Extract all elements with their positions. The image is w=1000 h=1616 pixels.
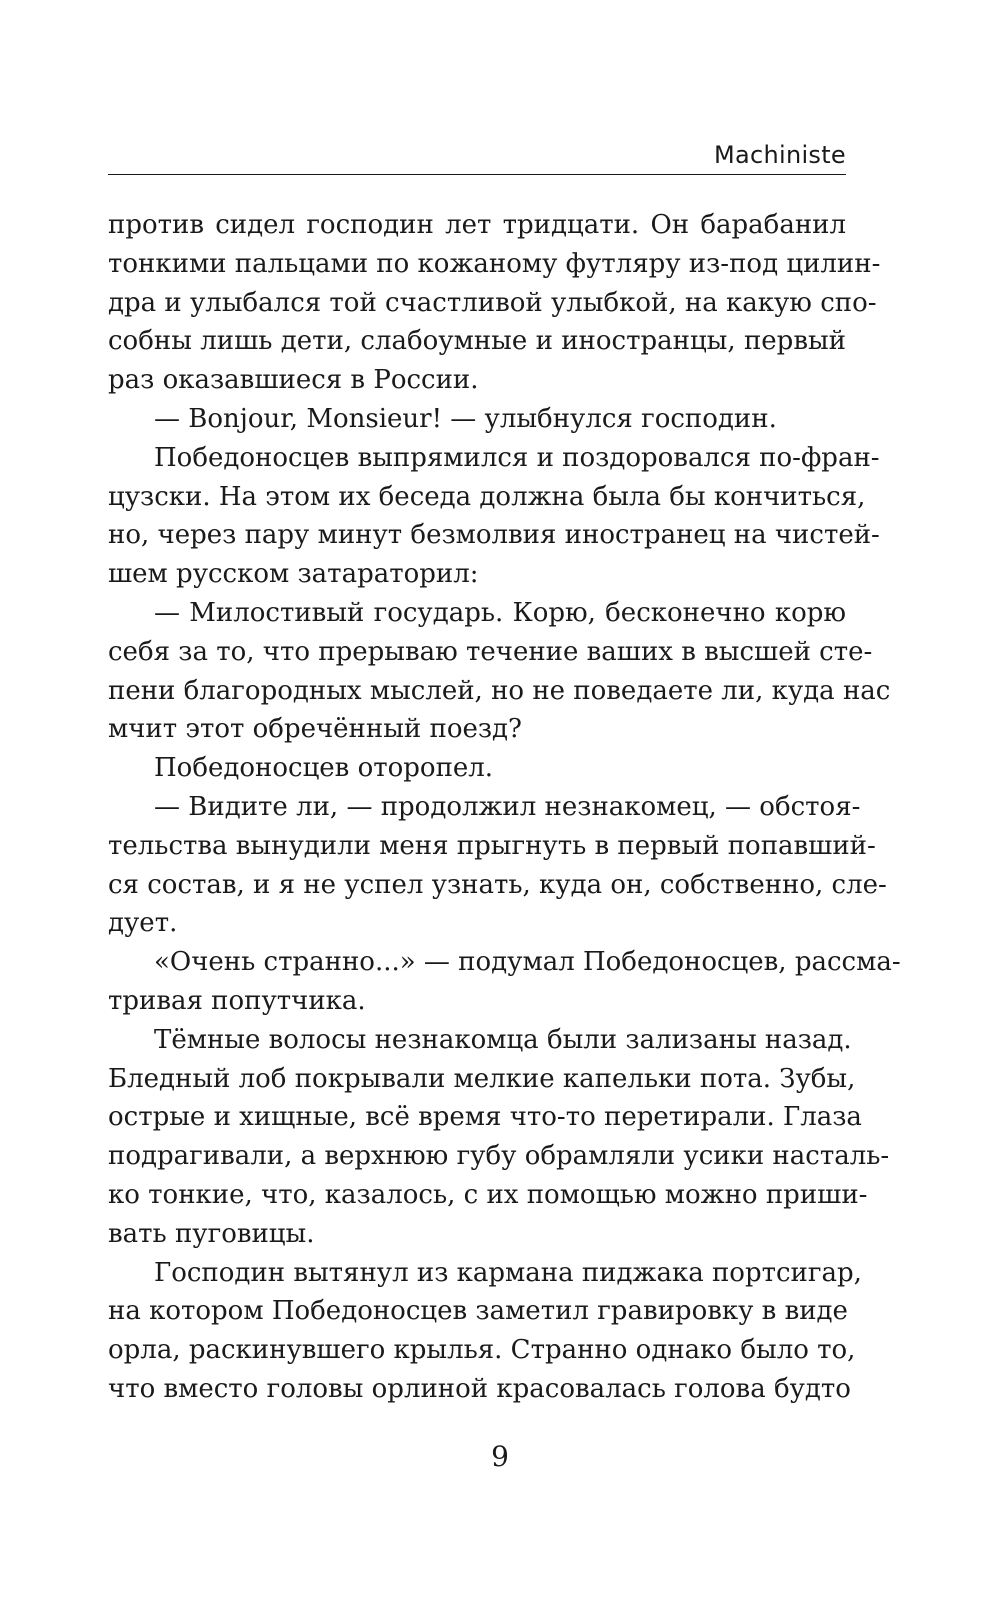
text-line: ся состав, и я не успел узнать, куда он, собственно, сле- <box>108 869 887 900</box>
text-line: Господин вытянул из кармана пиджака портсигар, <box>154 1257 862 1288</box>
text-line: ко тонкие, что, казалось, с их помощью можно приши- <box>108 1179 868 1210</box>
page-number: 9 <box>491 1440 509 1473</box>
running-head <box>108 140 846 175</box>
text-line: — Bonjour, Monsieur! — улыбнулся господин. <box>154 403 777 434</box>
text-line: острые и хищные, всё время что-то перетирали. Глаза <box>108 1102 862 1133</box>
text-line: себя за то, что прерываю течение ваших в высшей сте- <box>108 636 873 667</box>
text-line: — Милостивый государь. Корю, бесконечно корю <box>154 597 846 628</box>
text-line: подрагивали, а верхнюю губу обрамляли усики насталь- <box>108 1141 890 1172</box>
text-line: собны лишь дети, слабоумные и иностранцы, первый <box>108 326 846 357</box>
text-line: пени благородных мыслей, но не поведаете ли, куда нас <box>108 675 891 706</box>
text-line: Бледный лоб покрывали мелкие капельки пота. Зубы, <box>108 1063 856 1094</box>
text-line: шем русском затараторил: <box>108 559 479 590</box>
text-line: цузски. На этом их беседа должна была бы кончиться, <box>108 481 866 512</box>
text-line: «Очень странно...» — подумал Победоносцев, рассма- <box>154 947 901 978</box>
running-title: Machiniste <box>713 141 846 169</box>
text-line: тонкими пальцами по кожаному футляру из-под цилин- <box>108 248 881 279</box>
text-line: Тёмные волосы незнакомца были зализаны назад. <box>154 1024 852 1055</box>
text-line: на котором Победоносцев заметил гравировку в виде <box>108 1296 848 1327</box>
text-line: тривая попутчика. <box>108 985 366 1016</box>
body-text <box>108 206 901 1409</box>
text-line: орла, раскинувшего крылья. Странно однако было то, <box>108 1335 856 1366</box>
text-line: против сидел господин лет тридцати. Он барабанил <box>108 210 846 240</box>
text-line: но, через пару минут безмолвия иностранец на чистей- <box>108 520 880 551</box>
text-line: — Видите ли, — продолжил незнакомец, — обстоя- <box>154 791 861 822</box>
text-line: Победоносцев выпрямился и поздоровался по-фран- <box>154 442 880 473</box>
text-line: тельства вынудили меня прыгнуть в первый попавший- <box>108 830 876 861</box>
text-line: мчит этот обречённый поезд? <box>108 714 522 745</box>
text-line: вать пуговицы. <box>108 1218 315 1249</box>
text-line: раз оказавшиеся в России. <box>108 365 479 396</box>
text-line: дует. <box>108 908 178 939</box>
text-line: дра и улыбался той счастливой улыбкой, на какую спо- <box>108 287 877 318</box>
text-line: что вместо головы орлиной красовалась голова будто <box>108 1373 851 1404</box>
text-line: Победоносцев оторопел. <box>154 753 494 784</box>
